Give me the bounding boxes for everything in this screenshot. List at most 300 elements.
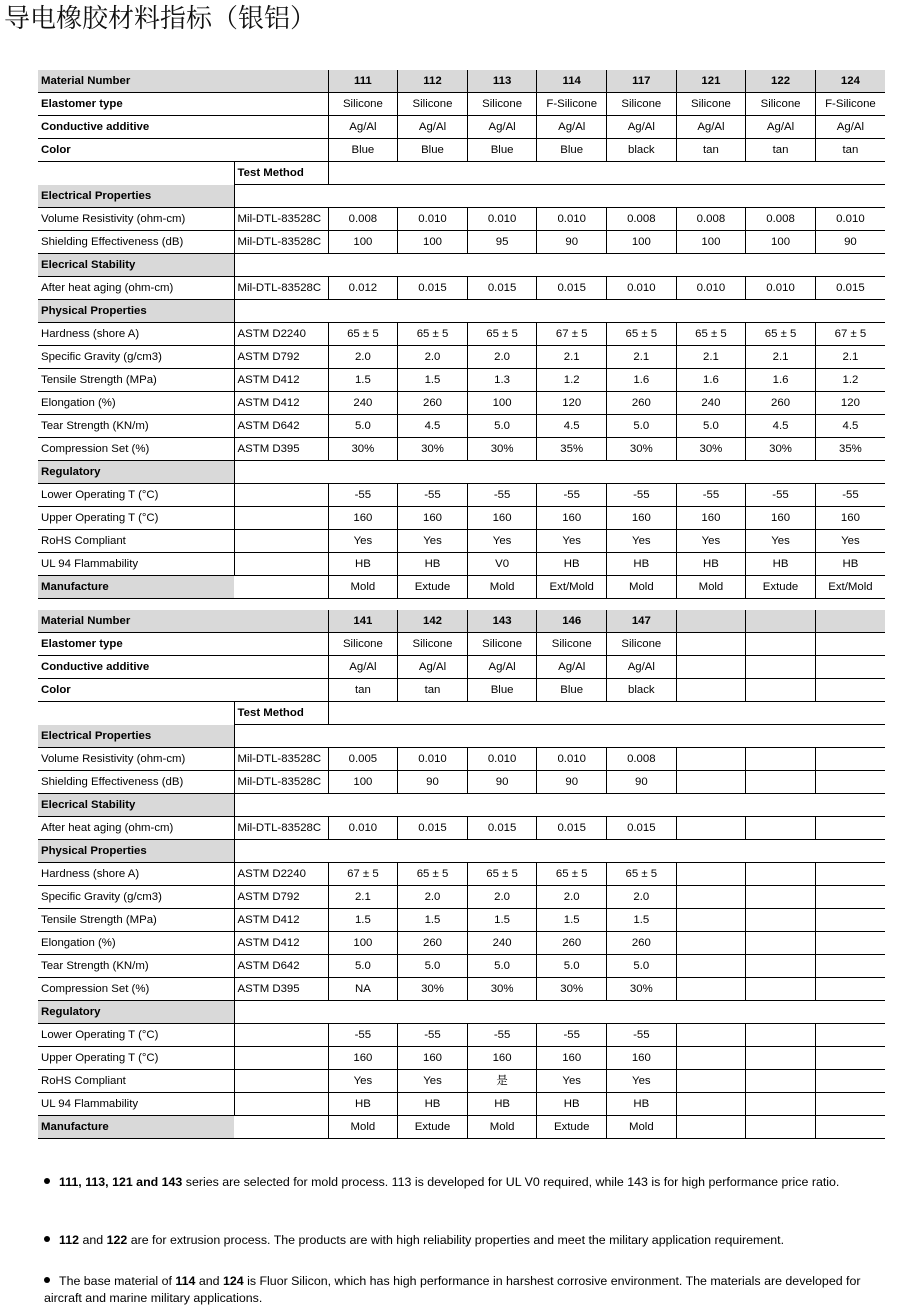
specific-gravity-row-value: [746, 886, 816, 909]
ul94-row-value: V0: [467, 553, 537, 576]
heat-aging-row-value: 0.015: [398, 817, 468, 840]
specific-gravity-row-value: 2.1: [746, 346, 816, 369]
note-2-bold: 112: [59, 1233, 79, 1247]
lower-operating-t-row: [38, 484, 885, 507]
heat-aging-row-label: After heat aging (ohm-cm): [38, 817, 234, 840]
heat-aging-row-value: 0.015: [815, 277, 885, 300]
heat-aging-row-value: 0.015: [537, 277, 607, 300]
tear-strength-row-value: 5.0: [537, 955, 607, 978]
hardness-row-value: 65 ± 5: [537, 863, 607, 886]
upper-operating-t-row-method: [234, 507, 328, 530]
test-method-blank: [38, 702, 234, 725]
elongation-row-method: ASTM D412: [234, 392, 328, 415]
hardness-row-value: [746, 863, 816, 886]
upper-operating-t-row-value: 160: [676, 507, 746, 530]
lower-operating-t-row-value: -55: [467, 484, 537, 507]
elastomer-type-row-value: Silicone: [467, 93, 537, 116]
heat-aging-row-value: 0.010: [746, 277, 816, 300]
volume-resistivity-row-value: 0.010: [398, 208, 468, 231]
heat-aging-row: [38, 277, 885, 300]
specific-gravity-row-value: 2.0: [467, 346, 537, 369]
manufacture-method: [234, 576, 328, 599]
tear-strength-row-value: 5.0: [398, 955, 468, 978]
elongation-row-value: 240: [676, 392, 746, 415]
compression-set-row-value: [815, 978, 885, 1001]
test-method-blank: [38, 162, 234, 185]
upper-operating-t-row-label: Upper Operating T (°C): [38, 507, 234, 530]
physical-properties-section-fill: [234, 300, 885, 323]
color-row-value: Blue: [328, 139, 398, 162]
note-3-text: and: [195, 1274, 223, 1288]
physical-properties-section: [38, 840, 885, 863]
elongation-row: [38, 392, 885, 415]
manufacture-label: Manufacture: [38, 1116, 234, 1139]
rohs-row-value: Yes: [328, 530, 398, 553]
volume-resistivity-row-value: [746, 748, 816, 771]
hardness-row-value: 67 ± 5: [328, 863, 398, 886]
manufacture-value: Extude: [398, 576, 468, 599]
tear-strength-row-label: Tear Strength (KN/m): [38, 415, 234, 438]
heat-aging-row-method: Mil-DTL-83528C: [234, 817, 328, 840]
tensile-strength-row-value: 1.5: [537, 909, 607, 932]
rohs-row-value: Yes: [467, 530, 537, 553]
material-number-row-value: 143: [467, 610, 537, 633]
volume-resistivity-row-value: 0.005: [328, 748, 398, 771]
upper-operating-t-row-method: [234, 1047, 328, 1070]
tensile-strength-row-value: 1.6: [676, 369, 746, 392]
manufacture-value: Ext/Mold: [815, 576, 885, 599]
rohs-row-value: Yes: [537, 1070, 607, 1093]
electrical-stability-section: [38, 794, 885, 817]
lower-operating-t-row-value: -55: [467, 1024, 537, 1047]
lower-operating-t-row: [38, 1024, 885, 1047]
tensile-strength-row: [38, 369, 885, 392]
tear-strength-row-value: 5.0: [607, 415, 677, 438]
ul94-row-label: UL 94 Flammability: [38, 1093, 234, 1116]
elongation-row-value: [815, 932, 885, 955]
lower-operating-t-row-label: Lower Operating T (°C): [38, 1024, 234, 1047]
tensile-strength-row-value: 1.5: [398, 909, 468, 932]
hardness-row-value: 65 ± 5: [676, 323, 746, 346]
ul94-row-value: [746, 1093, 816, 1116]
elastomer-type-row-value: Silicone: [537, 633, 607, 656]
elongation-row-value: 120: [537, 392, 607, 415]
upper-operating-t-row-value: 160: [537, 1047, 607, 1070]
conductive-additive-row-value: [676, 656, 746, 679]
material-number-row-value: 113: [467, 70, 537, 93]
spec-table-2: [38, 610, 885, 1139]
compression-set-row-value: 30%: [328, 438, 398, 461]
test-method-row: [38, 162, 885, 185]
rohs-row-value: Yes: [398, 530, 468, 553]
material-number-row: [38, 70, 885, 93]
tear-strength-row-value: 5.0: [328, 415, 398, 438]
tensile-strength-row-method: ASTM D412: [234, 909, 328, 932]
heat-aging-row-value: 0.010: [607, 277, 677, 300]
volume-resistivity-row-value: [676, 748, 746, 771]
tear-strength-row-value: 4.5: [815, 415, 885, 438]
compression-set-row-value: 30%: [467, 978, 537, 1001]
volume-resistivity-row-value: 0.010: [467, 208, 537, 231]
heat-aging-row-value: [815, 817, 885, 840]
tear-strength-row-value: 5.0: [467, 955, 537, 978]
compression-set-row-value: 30%: [398, 978, 468, 1001]
volume-resistivity-row-value: 0.008: [607, 748, 677, 771]
specific-gravity-row-value: [815, 886, 885, 909]
rohs-row-value: [815, 1070, 885, 1093]
conductive-additive-row-value: Ag/Al: [607, 116, 677, 139]
electrical-properties-section-label: Electrical Properties: [38, 185, 234, 208]
conductive-additive-row-value: Ag/Al: [328, 656, 398, 679]
upper-operating-t-row-value: 160: [537, 507, 607, 530]
elongation-row-value: 260: [607, 392, 677, 415]
material-number-row-value: [676, 610, 746, 633]
test-method-fill: [328, 702, 885, 725]
material-number-row-label: Material Number: [38, 70, 328, 93]
tear-strength-row-value: 5.0: [328, 955, 398, 978]
upper-operating-t-row-value: 160: [607, 1047, 677, 1070]
note-2-text2: are for extrusion process. The products are with high reliability properties and meet the military application requirement.: [127, 1233, 785, 1247]
compression-set-row: [38, 438, 885, 461]
specific-gravity-row-value: [676, 886, 746, 909]
conductive-additive-row: [38, 656, 885, 679]
color-row-value: tan: [398, 679, 468, 702]
compression-set-row-value: 30%: [467, 438, 537, 461]
specific-gravity-row-value: 2.0: [328, 346, 398, 369]
tear-strength-row-label: Tear Strength (KN/m): [38, 955, 234, 978]
rohs-row-value: [746, 1070, 816, 1093]
physical-properties-section: [38, 300, 885, 323]
upper-operating-t-row-value: [815, 1047, 885, 1070]
note-1: [44, 1174, 884, 1191]
manufacture-value: Mold: [676, 576, 746, 599]
compression-set-row-value: NA: [328, 978, 398, 1001]
note-3: [44, 1273, 884, 1307]
ul94-row-value: HB: [467, 1093, 537, 1116]
elastomer-type-row-value: Silicone: [676, 93, 746, 116]
heat-aging-row-value: 0.010: [328, 817, 398, 840]
manufacture-row: [38, 1116, 885, 1139]
ul94-row-value: HB: [607, 1093, 677, 1116]
conductive-additive-row: [38, 116, 885, 139]
volume-resistivity-row-label: Volume Resistivity (ohm-cm): [38, 748, 234, 771]
compression-set-row-value: [746, 978, 816, 1001]
shielding-effectiveness-row-value: 100: [746, 231, 816, 254]
specific-gravity-row-value: 2.0: [537, 886, 607, 909]
tear-strength-row: [38, 955, 885, 978]
hardness-row-value: 65 ± 5: [607, 323, 677, 346]
electrical-stability-section: [38, 254, 885, 277]
tensile-strength-row-value: 1.5: [328, 369, 398, 392]
regulatory-section-fill: [234, 1001, 885, 1024]
material-number-row-value: 147: [607, 610, 677, 633]
elastomer-type-row-label: Elastomer type: [38, 633, 328, 656]
bullet-icon: [44, 1277, 50, 1283]
hardness-row: [38, 863, 885, 886]
tensile-strength-row-value: [676, 909, 746, 932]
shielding-effectiveness-row-value: 100: [328, 231, 398, 254]
color-row-value: tan: [328, 679, 398, 702]
shielding-effectiveness-row-value: [676, 771, 746, 794]
hardness-row-value: 65 ± 5: [467, 323, 537, 346]
rohs-row-value: Yes: [328, 1070, 398, 1093]
elastomer-type-row-label: Elastomer type: [38, 93, 328, 116]
elongation-row-value: 260: [398, 392, 468, 415]
hardness-row-value: 65 ± 5: [607, 863, 677, 886]
tensile-strength-row: [38, 909, 885, 932]
compression-set-row-value: 35%: [815, 438, 885, 461]
lower-operating-t-row-method: [234, 1024, 328, 1047]
specific-gravity-row-value: 2.1: [815, 346, 885, 369]
elastomer-type-row-value: F-Silicone: [537, 93, 607, 116]
lower-operating-t-row-value: -55: [676, 484, 746, 507]
shielding-effectiveness-row-value: 95: [467, 231, 537, 254]
regulatory-section: [38, 461, 885, 484]
shielding-effectiveness-row-label: Shielding Effectiveness (dB): [38, 231, 234, 254]
shielding-effectiveness-row-value: 90: [537, 231, 607, 254]
compression-set-row-value: 35%: [537, 438, 607, 461]
tear-strength-row-value: 4.5: [398, 415, 468, 438]
volume-resistivity-row-value: 0.008: [607, 208, 677, 231]
note-3-bold2: 124: [222, 1274, 244, 1288]
elastomer-type-row-value: Silicone: [607, 633, 677, 656]
conductive-additive-row-value: Ag/Al: [537, 116, 607, 139]
elongation-row-value: 260: [537, 932, 607, 955]
material-number-row-value: 112: [398, 70, 468, 93]
test-method-fill: [328, 162, 885, 185]
ul94-row-value: HB: [676, 553, 746, 576]
heat-aging-row-value: 0.015: [467, 277, 537, 300]
specific-gravity-row-label: Specific Gravity (g/cm3): [38, 886, 234, 909]
bullet-icon: [44, 1178, 50, 1184]
tensile-strength-row-label: Tensile Strength (MPa): [38, 369, 234, 392]
ul94-row-value: HB: [328, 1093, 398, 1116]
material-number-row-value: 114: [537, 70, 607, 93]
conductive-additive-row-value: Ag/Al: [328, 116, 398, 139]
ul94-row-value: HB: [537, 553, 607, 576]
volume-resistivity-row-value: 0.010: [398, 748, 468, 771]
elongation-row-value: 100: [467, 392, 537, 415]
rohs-row-value: Yes: [676, 530, 746, 553]
volume-resistivity-row-method: Mil-DTL-83528C: [234, 208, 328, 231]
note-2: [44, 1232, 884, 1249]
hardness-row-value: [815, 863, 885, 886]
color-row-value: tan: [676, 139, 746, 162]
volume-resistivity-row-label: Volume Resistivity (ohm-cm): [38, 208, 234, 231]
compression-set-row-value: 30%: [676, 438, 746, 461]
specific-gravity-row-method: ASTM D792: [234, 346, 328, 369]
note-3-pre: The base material of: [59, 1274, 176, 1288]
elongation-row-value: 240: [467, 932, 537, 955]
shielding-effectiveness-row: [38, 231, 885, 254]
upper-operating-t-row-value: 160: [398, 507, 468, 530]
hardness-row-value: 65 ± 5: [398, 323, 468, 346]
conductive-additive-row-value: Ag/Al: [676, 116, 746, 139]
bullet-icon: [44, 1236, 50, 1242]
electrical-properties-section-label: Electrical Properties: [38, 725, 234, 748]
specific-gravity-row-value: 2.0: [607, 886, 677, 909]
elongation-row-label: Elongation (%): [38, 932, 234, 955]
specific-gravity-row-label: Specific Gravity (g/cm3): [38, 346, 234, 369]
elongation-row-value: 260: [746, 392, 816, 415]
lower-operating-t-row-value: -55: [815, 484, 885, 507]
rohs-row-value: Yes: [746, 530, 816, 553]
material-number-row-value: 146: [537, 610, 607, 633]
heat-aging-row-value: [676, 817, 746, 840]
elastomer-type-row: [38, 93, 885, 116]
rohs-row-value: [676, 1070, 746, 1093]
rohs-row: [38, 1070, 885, 1093]
rohs-row-value: Yes: [815, 530, 885, 553]
material-number-row-value: [815, 610, 885, 633]
lower-operating-t-row-value: -55: [746, 484, 816, 507]
conductive-additive-row-value: Ag/Al: [398, 116, 468, 139]
hardness-row-value: 65 ± 5: [328, 323, 398, 346]
heat-aging-row-value: 0.012: [328, 277, 398, 300]
shielding-effectiveness-row-value: 90: [467, 771, 537, 794]
rohs-row-value: Yes: [607, 1070, 677, 1093]
compression-set-row-value: 30%: [607, 438, 677, 461]
volume-resistivity-row-value: 0.008: [328, 208, 398, 231]
note-2-text: and: [79, 1233, 107, 1247]
tensile-strength-row-value: 1.6: [746, 369, 816, 392]
conductive-additive-row-label: Conductive additive: [38, 116, 328, 139]
conductive-additive-row-value: Ag/Al: [537, 656, 607, 679]
hardness-row: [38, 323, 885, 346]
hardness-row-label: Hardness (shore A): [38, 323, 234, 346]
electrical-properties-section: [38, 725, 885, 748]
color-row-value: Blue: [537, 139, 607, 162]
manufacture-value: [676, 1116, 746, 1139]
volume-resistivity-row-value: 0.010: [467, 748, 537, 771]
ul94-row-value: [676, 1093, 746, 1116]
specific-gravity-row-value: 2.1: [676, 346, 746, 369]
compression-set-row-method: ASTM D395: [234, 438, 328, 461]
upper-operating-t-row-value: [746, 1047, 816, 1070]
heat-aging-row-value: 0.015: [607, 817, 677, 840]
hardness-row-method: ASTM D2240: [234, 323, 328, 346]
tensile-strength-row-value: 1.5: [467, 909, 537, 932]
shielding-effectiveness-row-value: 100: [607, 231, 677, 254]
hardness-row-value: 65 ± 5: [467, 863, 537, 886]
rohs-row-value: 是: [467, 1070, 537, 1093]
heat-aging-row-method: Mil-DTL-83528C: [234, 277, 328, 300]
shielding-effectiveness-row-value: 90: [607, 771, 677, 794]
volume-resistivity-row-value: [815, 748, 885, 771]
conductive-additive-row-value: [746, 656, 816, 679]
specific-gravity-row-value: 2.1: [607, 346, 677, 369]
ul94-row-value: HB: [607, 553, 677, 576]
regulatory-section: [38, 1001, 885, 1024]
conductive-additive-row-value: [815, 656, 885, 679]
elastomer-type-row-value: Silicone: [746, 93, 816, 116]
color-row-value: black: [607, 679, 677, 702]
compression-set-row-value: 30%: [607, 978, 677, 1001]
upper-operating-t-row: [38, 1047, 885, 1070]
tear-strength-row-value: [815, 955, 885, 978]
conductive-additive-row-value: Ag/Al: [398, 656, 468, 679]
rohs-row: [38, 530, 885, 553]
specific-gravity-row-value: 2.1: [328, 886, 398, 909]
volume-resistivity-row-value: 0.010: [815, 208, 885, 231]
shielding-effectiveness-row-label: Shielding Effectiveness (dB): [38, 771, 234, 794]
tensile-strength-row-method: ASTM D412: [234, 369, 328, 392]
tear-strength-row-value: [676, 955, 746, 978]
upper-operating-t-row: [38, 507, 885, 530]
hardness-row-value: 67 ± 5: [815, 323, 885, 346]
color-row-value: Blue: [467, 679, 537, 702]
shielding-effectiveness-row-method: Mil-DTL-83528C: [234, 231, 328, 254]
tear-strength-row: [38, 415, 885, 438]
note-1-bold: 111, 113, 121 and 143: [59, 1175, 183, 1189]
rohs-row-value: Yes: [607, 530, 677, 553]
specific-gravity-row-value: 2.0: [467, 886, 537, 909]
elastomer-type-row-value: [746, 633, 816, 656]
electrical-stability-section-label: Elecrical Stability: [38, 254, 234, 277]
hardness-row-value: 65 ± 5: [746, 323, 816, 346]
color-row-value: Blue: [398, 139, 468, 162]
upper-operating-t-row-value: 160: [467, 1047, 537, 1070]
shielding-effectiveness-row-value: 90: [815, 231, 885, 254]
physical-properties-section-label: Physical Properties: [38, 300, 234, 323]
compression-set-row-value: 30%: [537, 978, 607, 1001]
upper-operating-t-row-value: [676, 1047, 746, 1070]
shielding-effectiveness-row-method: Mil-DTL-83528C: [234, 771, 328, 794]
hardness-row-method: ASTM D2240: [234, 863, 328, 886]
upper-operating-t-row-label: Upper Operating T (°C): [38, 1047, 234, 1070]
test-method-header: Test Method: [234, 162, 328, 185]
electrical-stability-section-label: Elecrical Stability: [38, 794, 234, 817]
manufacture-value: [815, 1116, 885, 1139]
compression-set-row-label: Compression Set (%): [38, 978, 234, 1001]
lower-operating-t-row-value: -55: [398, 1024, 468, 1047]
elastomer-type-row-value: Silicone: [398, 633, 468, 656]
lower-operating-t-row-method: [234, 484, 328, 507]
shielding-effectiveness-row-value: [746, 771, 816, 794]
lower-operating-t-row-value: [676, 1024, 746, 1047]
material-number-row-value: 142: [398, 610, 468, 633]
manufacture-value: Mold: [607, 1116, 677, 1139]
ul94-row: [38, 553, 885, 576]
ul94-row-method: [234, 553, 328, 576]
hardness-row-label: Hardness (shore A): [38, 863, 234, 886]
heat-aging-row-value: 0.015: [398, 277, 468, 300]
electrical-properties-section-fill: [234, 725, 885, 748]
conductive-additive-row-value: Ag/Al: [815, 116, 885, 139]
tensile-strength-row-value: [746, 909, 816, 932]
test-method-row: [38, 702, 885, 725]
spec-table-1: [38, 70, 885, 599]
upper-operating-t-row-value: 160: [328, 507, 398, 530]
color-row-label: Color: [38, 679, 328, 702]
specific-gravity-row-value: 2.0: [398, 886, 468, 909]
conductive-additive-row-value: Ag/Al: [467, 116, 537, 139]
tensile-strength-row-value: 1.2: [815, 369, 885, 392]
elongation-row-value: 240: [328, 392, 398, 415]
upper-operating-t-row-value: 160: [607, 507, 677, 530]
upper-operating-t-row-value: 160: [746, 507, 816, 530]
compression-set-row-method: ASTM D395: [234, 978, 328, 1001]
manufacture-value: Mold: [328, 1116, 398, 1139]
tear-strength-row-value: 5.0: [467, 415, 537, 438]
tear-strength-row-value: [746, 955, 816, 978]
elongation-row-value: 120: [815, 392, 885, 415]
upper-operating-t-row-value: 160: [398, 1047, 468, 1070]
material-number-row-value: 141: [328, 610, 398, 633]
material-number-row-value: 111: [328, 70, 398, 93]
tear-strength-row-value: 5.0: [676, 415, 746, 438]
note-3-text2: is Fluor Silicon, which has high performance in harshest corrosive environment. The materials are developed for aircraft and marine military applications.: [44, 1274, 861, 1305]
